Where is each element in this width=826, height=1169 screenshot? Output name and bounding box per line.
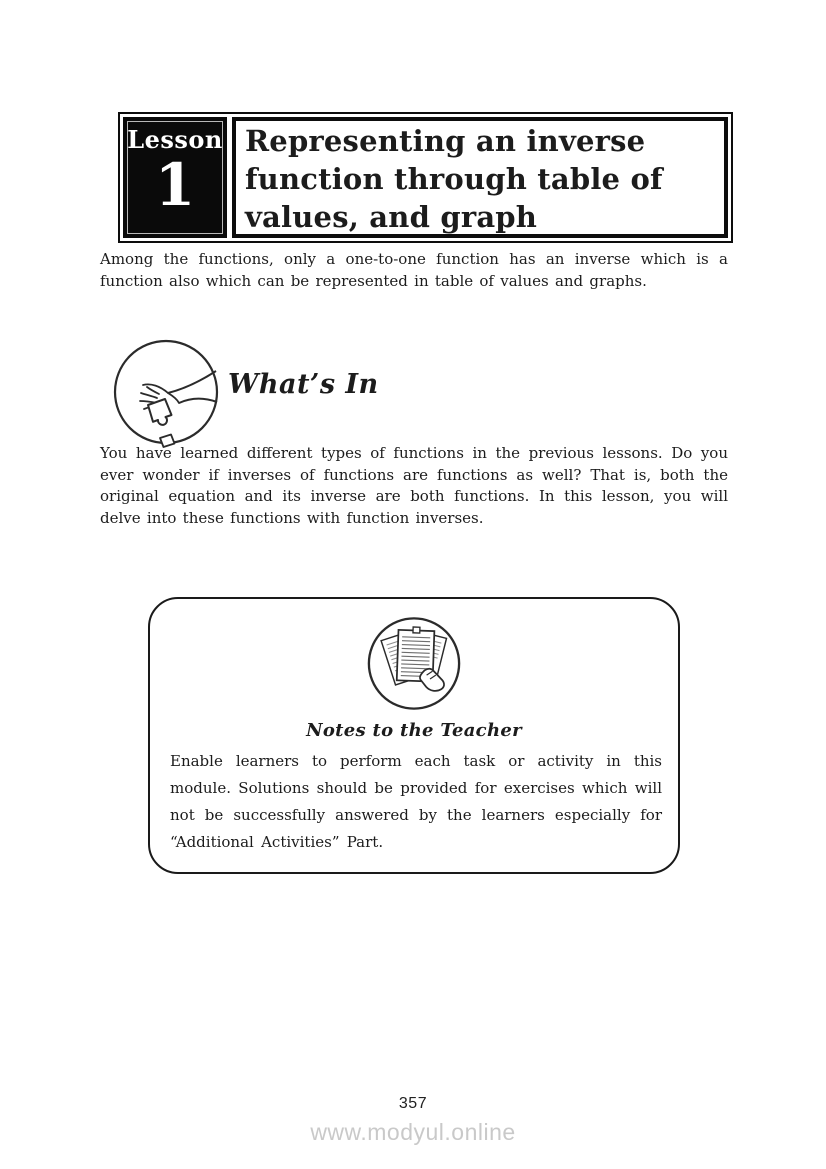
watermark-text: www.modyul.online	[310, 1119, 516, 1145]
lesson-title-line-3: values, and graph	[245, 200, 538, 234]
notes-to-teacher-box	[148, 597, 680, 874]
lesson-label: Lesson	[127, 125, 223, 154]
lesson-title	[232, 117, 728, 238]
lesson-title-line-1: Representing an inverse	[245, 124, 646, 158]
lesson-header	[118, 112, 733, 243]
whats-in-paragraph: You have learned different types of functions in the previous lessons. Do you ever wonder if inverses of functions are functions as well? That is, both the original equation and its inverse are both functions. In this lesson, you will delve into these functions with function inverses.	[100, 444, 728, 527]
lesson-number: 1	[154, 151, 196, 219]
whats-in-heading: What’s In	[228, 369, 379, 400]
papers-hand-icon	[366, 615, 463, 712]
notes-to-teacher-heading: Notes to the Teacher	[306, 720, 522, 741]
hand-puzzle-icon	[111, 338, 221, 450]
lesson-title-line-2: function through table of	[245, 162, 663, 196]
lesson-number-box	[123, 117, 227, 238]
page-number: 357	[398, 1095, 428, 1112]
notes-to-teacher-body: Enable learners to perform each task or activity in this module. Solutions should be provided for exercises which will not be successfully answered by the learners especially for “Additional Activities” Part.	[170, 752, 662, 851]
intro-paragraph: Among the functions, only a one-to-one function has an inverse which is a function also which can be represented in table of values and graphs.	[100, 250, 728, 290]
